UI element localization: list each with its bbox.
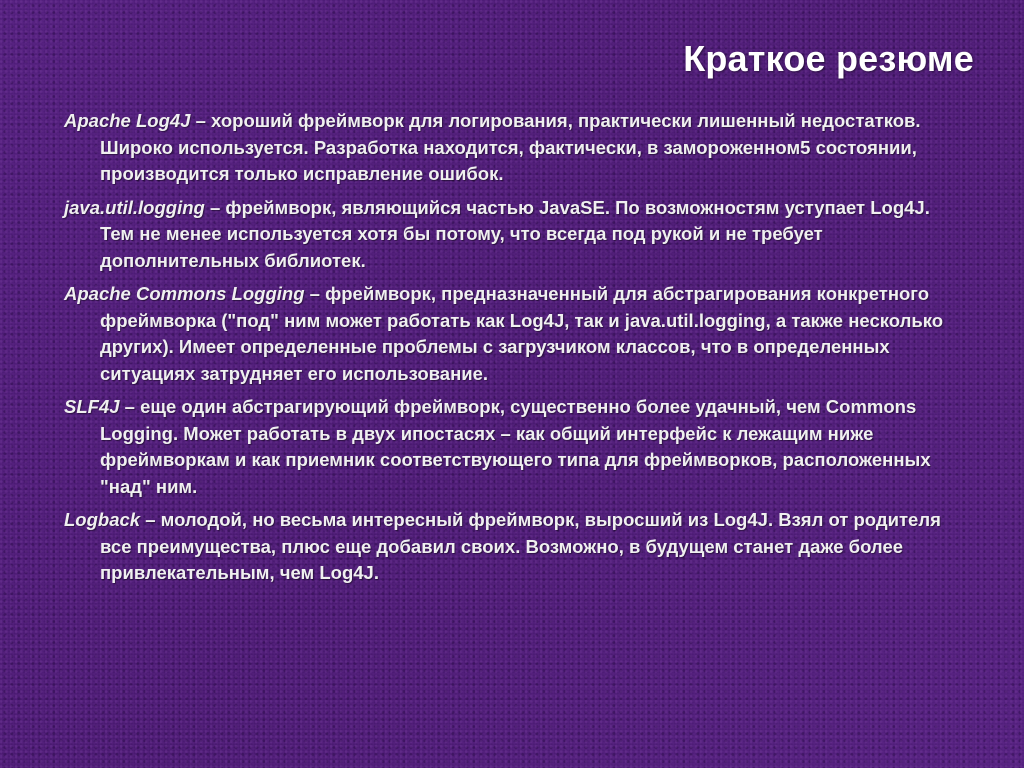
item-term: Logback (64, 509, 141, 530)
summary-list (64, 108, 964, 594)
item-term: java.util.logging (64, 196, 205, 218)
list-item (64, 394, 964, 500)
item-text: – фреймворк, предназначенный для абстрагирования конкретного фреймворка ("под" ним может работать как Log4J, так и java.util.logging, а также несколько других). Имеет определенные проблемы с загрузчиком классов, что в определенных ситуациях затрудняет его использование. (100, 283, 944, 384)
item-text: – молодой, но весьма интересный фреймворк, выросший из Log4J. Взял от родителя все преимущества, плюс еще добавил своих. Возможно, в будущем станет даже более привлекательным, чем Log4J. (100, 509, 941, 583)
slide-title: Краткое резюме (683, 38, 974, 79)
item-term: SLF4J (64, 396, 120, 417)
list-item (64, 507, 964, 587)
item-term: Apache Log4J (64, 110, 191, 131)
list-item (64, 108, 964, 188)
item-term: Apache Commons Logging (64, 283, 305, 304)
item-text: – еще один абстрагирующий фреймворк, существенно более удачный, чем Commons Logging. Может работать в двух ипостасях – как общий интерфейс к лежащим ниже фреймворкам и как приемник соответствующего типа для фреймворков, расположенных "над" ним. (100, 396, 931, 497)
item-text: – фреймворк, являющийся частью JavaSE. По возможностям уступает Log4J. Тем не менее используется хотя бы потому, что всегда под рукой и не требует дополнительных библиотек. (100, 196, 930, 271)
list-item (64, 195, 964, 275)
list-item (64, 281, 964, 387)
item-text: – хороший фреймворк для логирования, практически лишенный недостатков. Широко используется. Разработка находится, фактически, в замороженном5 состоянии, производится только исправление ошибок. (100, 110, 921, 184)
